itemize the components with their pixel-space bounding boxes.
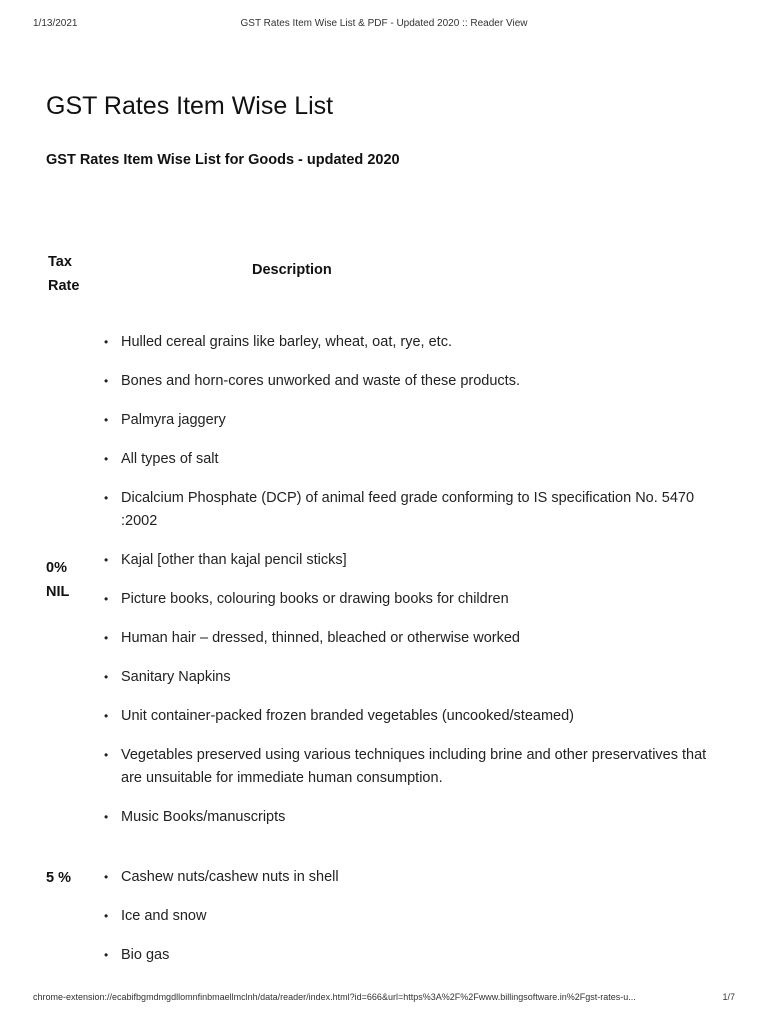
list-item	[104, 370, 724, 393]
list-item-text: Hulled cereal grains like barley, wheat, oat, rye, etc.	[121, 334, 452, 350]
tax-rate-cell-5-percent	[46, 866, 71, 890]
list-item	[104, 905, 724, 928]
list-item	[104, 666, 724, 689]
bullet-icon: •	[104, 631, 109, 645]
nil-rate-item-list	[104, 331, 724, 829]
list-item	[104, 627, 724, 650]
list-item	[104, 806, 724, 829]
list-item	[104, 744, 724, 790]
tax-rate-header-line-2: Rate	[48, 278, 80, 294]
list-item-text: Palmyra jaggery	[121, 412, 226, 428]
page-subtitle: GST Rates Item Wise List for Goods - updated 2020	[46, 152, 400, 168]
print-header	[33, 18, 735, 32]
list-item	[104, 866, 724, 889]
list-item-text: Ice and snow	[121, 908, 207, 924]
bullet-icon: •	[104, 948, 109, 962]
bullet-icon: •	[104, 491, 109, 505]
list-item-text: Vegetables preserved using various techniques including brine and other preservatives that are unsuitable for immediate human consumption.	[121, 747, 707, 786]
list-item-text: Unit container-packed frozen branded vegetables (uncooked/steamed)	[121, 708, 574, 724]
list-item	[104, 549, 724, 572]
print-date: 1/13/2021	[33, 18, 78, 29]
bullet-icon: •	[104, 748, 109, 762]
print-source-url: chrome-extension://ecabifbgmdmgdllomnfinbmaellmclnh/data/reader/index.html?id=666&url=https%3A%2F%2Fwww.billingsoftware.in%2Fgst-rates-u...	[33, 992, 636, 1002]
list-item-text: Bio gas	[121, 947, 170, 963]
tax-rate-value: 0%	[46, 560, 67, 576]
list-item	[104, 448, 724, 471]
bullet-icon: •	[104, 592, 109, 606]
print-document-title: GST Rates Item Wise List & PDF - Updated 2020 :: Reader View	[240, 18, 528, 29]
bullet-icon: •	[104, 909, 109, 923]
list-item	[104, 409, 724, 432]
print-footer	[33, 992, 735, 1006]
bullet-icon: •	[104, 810, 109, 824]
list-item	[104, 331, 724, 354]
list-item	[104, 944, 724, 967]
bullet-icon: •	[104, 335, 109, 349]
page-title: GST Rates Item Wise List	[46, 92, 334, 120]
list-item-text: Bones and horn-cores unworked and waste of these products.	[121, 373, 520, 389]
tax-rate-cell-nil	[46, 556, 69, 604]
list-item-text: Sanitary Napkins	[121, 669, 231, 685]
page-number: 1/7	[722, 992, 735, 1002]
list-item-text: Kajal [other than kajal pencil sticks]	[121, 552, 347, 568]
bullet-icon: •	[104, 670, 109, 684]
list-item-text: All types of salt	[121, 451, 219, 467]
tax-rate-column-header	[48, 250, 108, 298]
bullet-icon: •	[104, 413, 109, 427]
list-item-text: Human hair – dressed, thinned, bleached or otherwise worked	[121, 630, 520, 646]
bullet-icon: •	[104, 553, 109, 567]
list-item-text: Picture books, colouring books or drawing books for children	[121, 591, 509, 607]
list-item-text: Dicalcium Phosphate (DCP) of animal feed grade conforming to IS specification No. 5470 :2002	[121, 490, 695, 529]
tax-rate-header-line-1: Tax	[48, 254, 72, 270]
list-item	[104, 487, 724, 533]
bullet-icon: •	[104, 870, 109, 884]
five-percent-item-list	[104, 866, 724, 967]
bullet-icon: •	[104, 709, 109, 723]
tax-rate-label: NIL	[46, 584, 70, 600]
bullet-icon: •	[104, 452, 109, 466]
list-item	[104, 588, 724, 611]
list-item-text: Cashew nuts/cashew nuts in shell	[121, 869, 339, 885]
description-column-header: Description	[252, 262, 332, 278]
bullet-icon: •	[104, 374, 109, 388]
tax-rate-value: 5 %	[46, 870, 71, 886]
list-item	[104, 705, 724, 728]
list-item-text: Music Books/manuscripts	[121, 809, 286, 825]
